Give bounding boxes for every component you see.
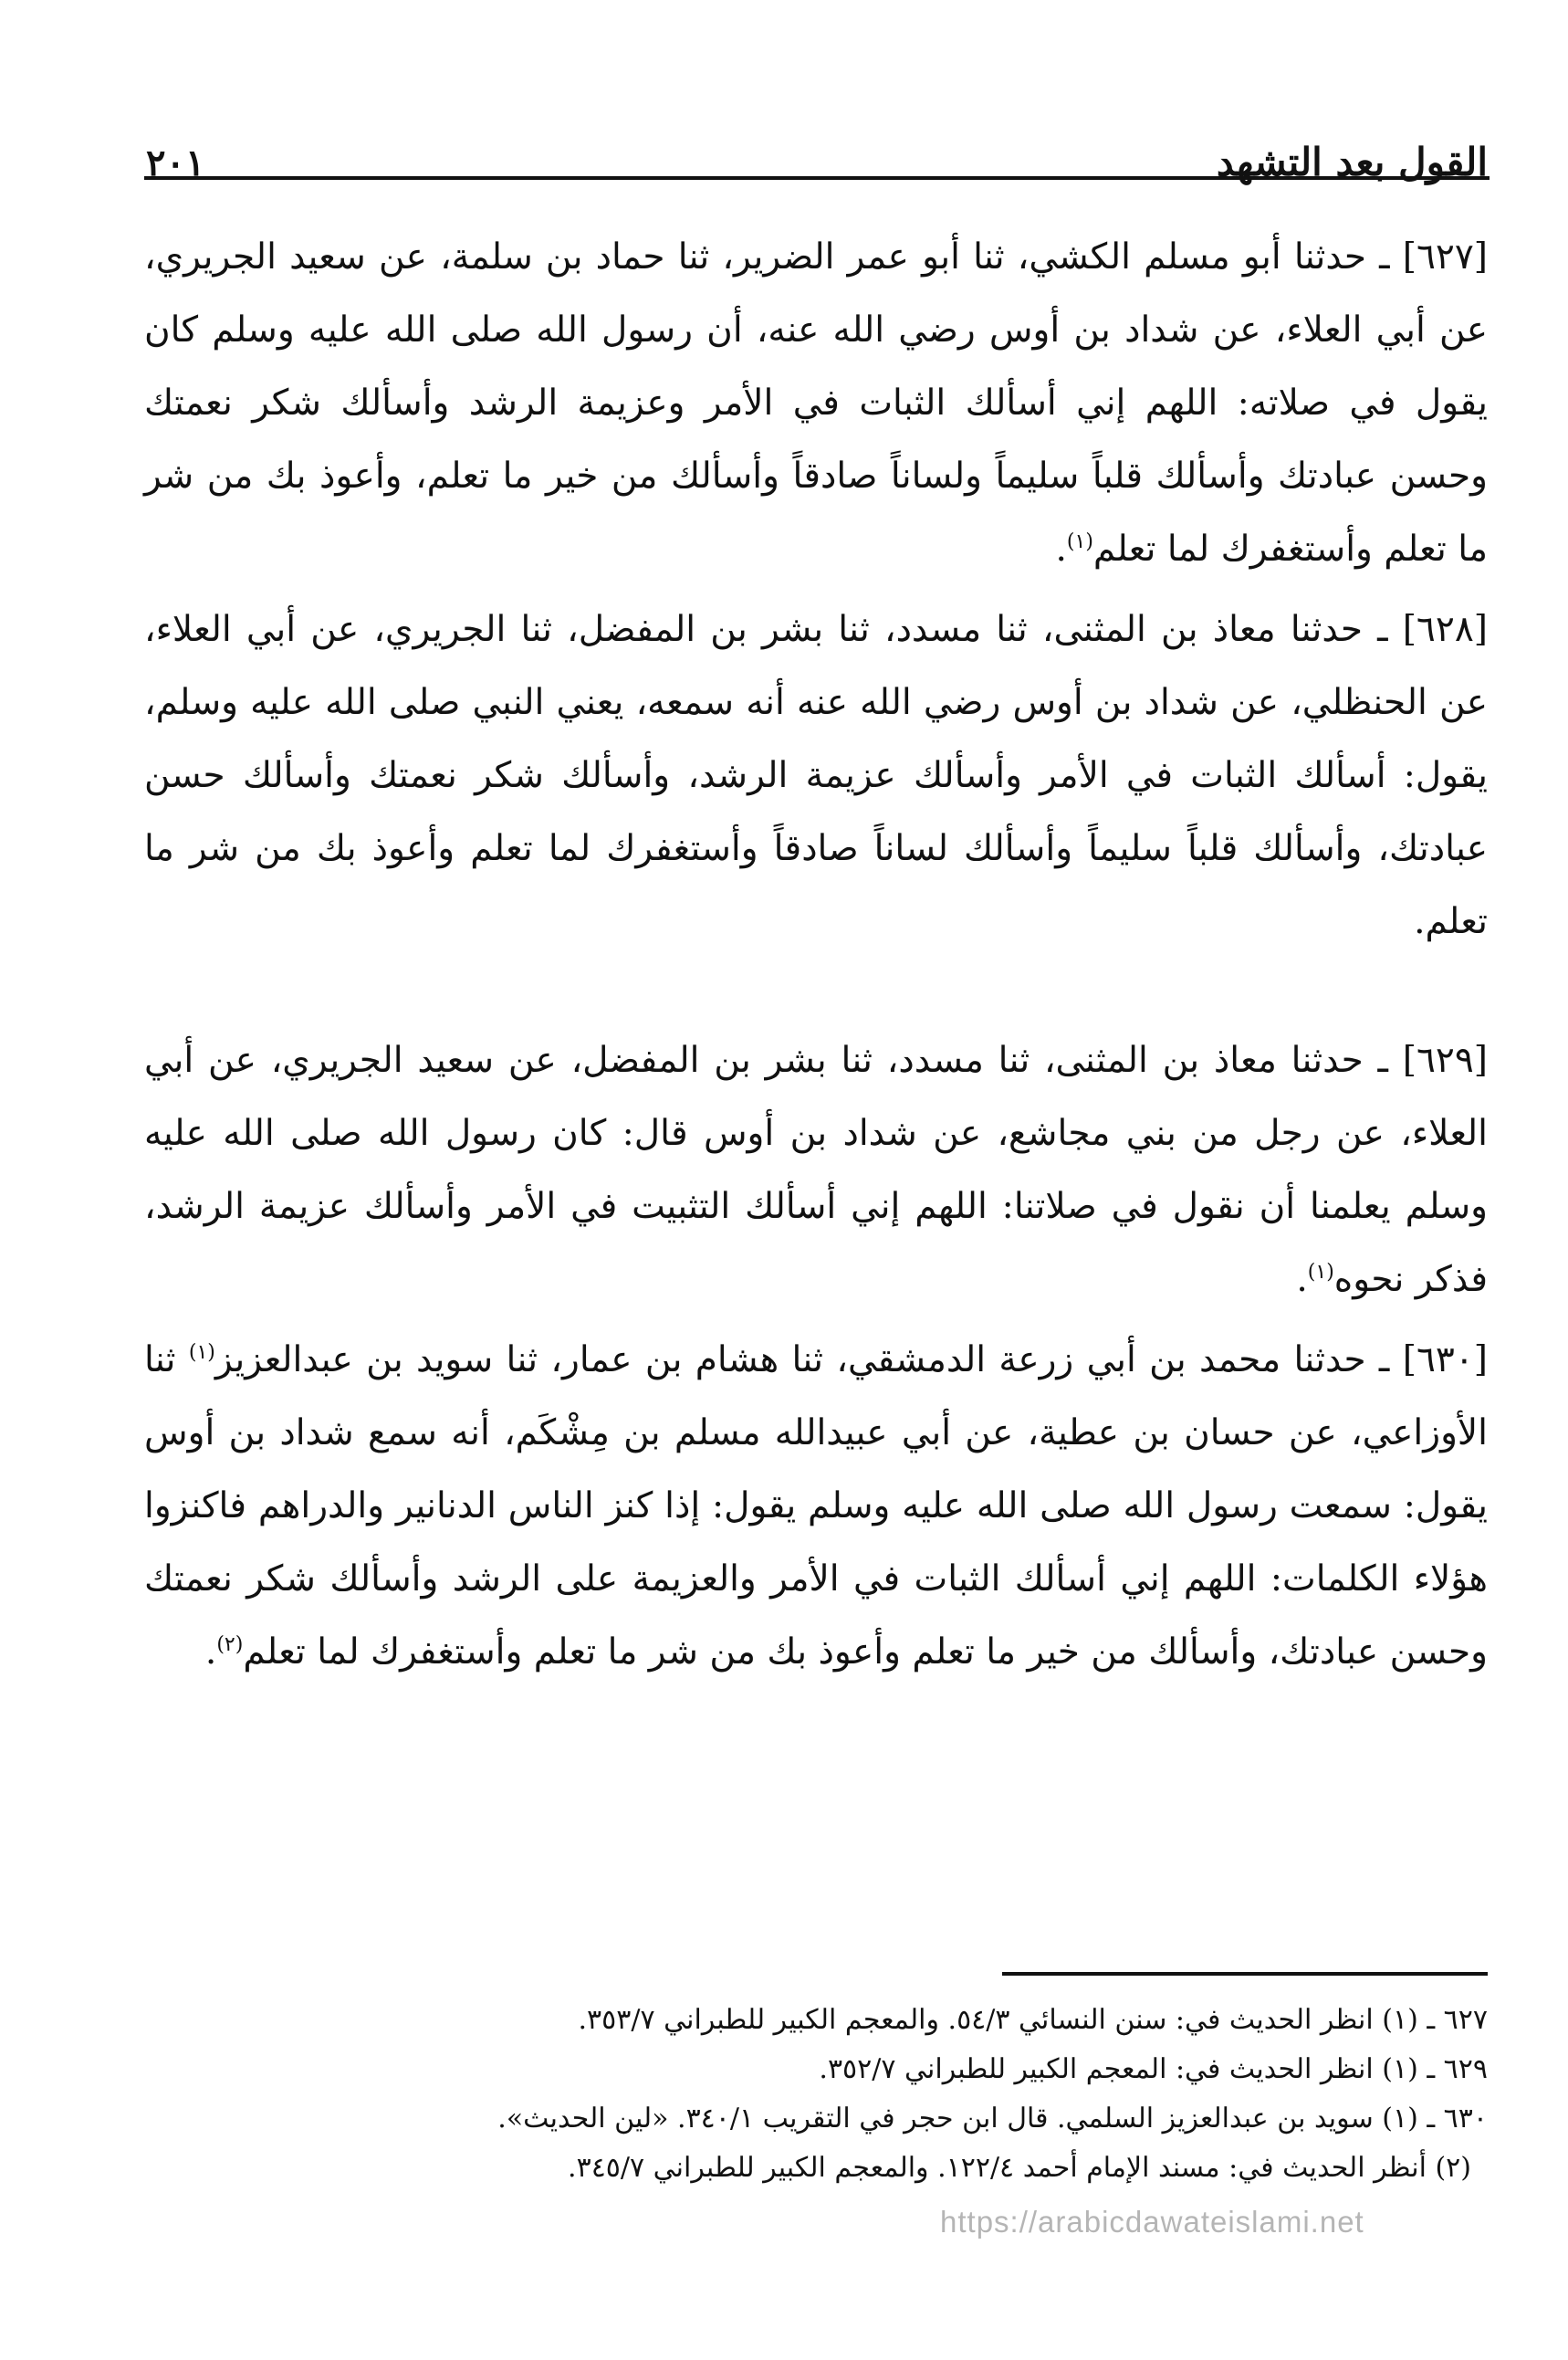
hadith-text: ـ حدثنا معاذ بن المثنى، ثنا مسدد، ثنا بشر بن المفضل، عن سعيد الجريري، عن أبي العلاء، عن رجل من بني مجاشع، عن شداد بن أوس قال: كان رسول الله صلى الله عليه وسلم يعلمنا أن نقول في صلاتنا: اللهم إني أسألك التثبيت في الأمر وأسألك عزيمة الرشد، فذكر نحوه <box>144 1040 1488 1300</box>
hadith-627 <box>144 221 1488 586</box>
header-rule <box>144 176 1490 180</box>
page-number: ٢٠١ <box>146 142 205 184</box>
hadith-text: ـ حدثنا معاذ بن المثنى، ثنا مسدد، ثنا بشر بن المفضل، ثنا الجريري، عن أبي العلاء، عن الحنظلي، عن شداد بن أوس رضي الله عنه أنه سمعه، يعني النبي صلى الله عليه وسلم، يقول: أسألك الثبات في الأمر وأسألك عزيمة الرشد، وأسألك شكر نعمتك وأسألك حسن عبادتك، وأسألك قلباً سليماً وأسألك لساناً صادقاً وأستغفرك لما تعلم وأعوذ بك من شر ما تعلم. <box>144 609 1488 942</box>
hadith-tail: . <box>204 1631 217 1673</box>
footnote-item: ٦٣٠ ـ (١) سويد بن عبدالعزيز السلمي. قال ابن حجر في التقريب ٣٤٠/١. «لين الحديث». <box>497 2103 1488 2134</box>
hadith-tail: . <box>1296 1259 1308 1300</box>
page-header <box>146 102 1488 184</box>
hadith-number: [٦٢٧] <box>1402 236 1488 278</box>
hadith-tail: . <box>1055 529 1067 570</box>
footnote-marker[interactable]: (١) <box>1307 1261 1334 1284</box>
hadith-text: ـ حدثنا محمد بن أبي زرعة الدمشقي، ثنا هشام بن عمار، ثنا سويد بن عبدالعزيز <box>214 1339 1390 1380</box>
hadith-number: [٦٢٨] <box>1402 609 1488 650</box>
footnote-marker[interactable]: (١) <box>188 1341 215 1364</box>
main-text <box>144 221 1488 1696</box>
footnote-item: ٦٢٧ ـ (١) انظر الحديث في: سنن النسائي ٥٤/٣. والمعجم الكبير للطبراني ٣٥٣/٧. <box>578 2004 1488 2036</box>
hadith-630 <box>144 1324 1488 1689</box>
hadith-628 <box>144 593 1488 959</box>
running-title: القول بعد التشهد <box>1216 140 1488 184</box>
footnote-marker[interactable]: (١) <box>1066 530 1093 553</box>
footnote-rule <box>1002 1972 1488 1976</box>
footnote-item: (٢) أنظر الحديث في: مسند الإمام أحمد ١٢٢/٤. والمعجم الكبير للطبراني ٣٤٥/٧. <box>568 2152 1471 2184</box>
footnotes <box>144 1996 1488 2193</box>
footnote-item: ٦٢٩ ـ (١) انظر الحديث في: المعجم الكبير للطبراني ٣٥٢/٧. <box>819 2053 1488 2085</box>
footnote-marker[interactable]: (٢) <box>216 1633 244 1656</box>
watermark-url: https://arabicdawateislami.net <box>940 2205 1364 2239</box>
hadith-629 <box>144 1024 1488 1316</box>
hadith-text: ـ حدثنا أبو مسلم الكشي، ثنا أبو عمر الضرير، ثنا حماد بن سلمة، عن سعيد الجريري، عن أبي العلاء، عن شداد بن أوس رضي الله عنه، أن رسول الله صلى الله عليه وسلم كان يقول في صلاته: اللهم إني أسألك الثبات في الأمر وعزيمة الرشد وأسألك شكر نعمتك وحسن عبادتك وأسألك قلباً سليماً ولساناً صادقاً وأسألك من خير ما تعلم، وأعوذ بك من شر ما تعلم وأستغفرك لما تعلم <box>144 236 1488 570</box>
hadith-text-continued: ثنا الأوزاعي، عن حسان بن عطية، عن أبي عبيدالله مسلم بن مِشْكَم، أنه سمع شداد بن أوس يقول: سمعت رسول الله صلى الله عليه وسلم يقول: إذا كنز الناس الدنانير والدراهم فاكنزوا هؤلاء الكلمات: اللهم إني أسألك الثبات في الأمر والعزيمة على الرشد وأسألك شكر نعمتك وحسن عبادتك، وأسألك من خير ما تعلم وأعوذ بك من شر ما تعلم وأستغفرك لما تعلم <box>144 1339 1488 1673</box>
hadith-number: [٦٢٩] <box>1402 1040 1488 1081</box>
hadith-number: [٦٣٠] <box>1402 1339 1488 1380</box>
